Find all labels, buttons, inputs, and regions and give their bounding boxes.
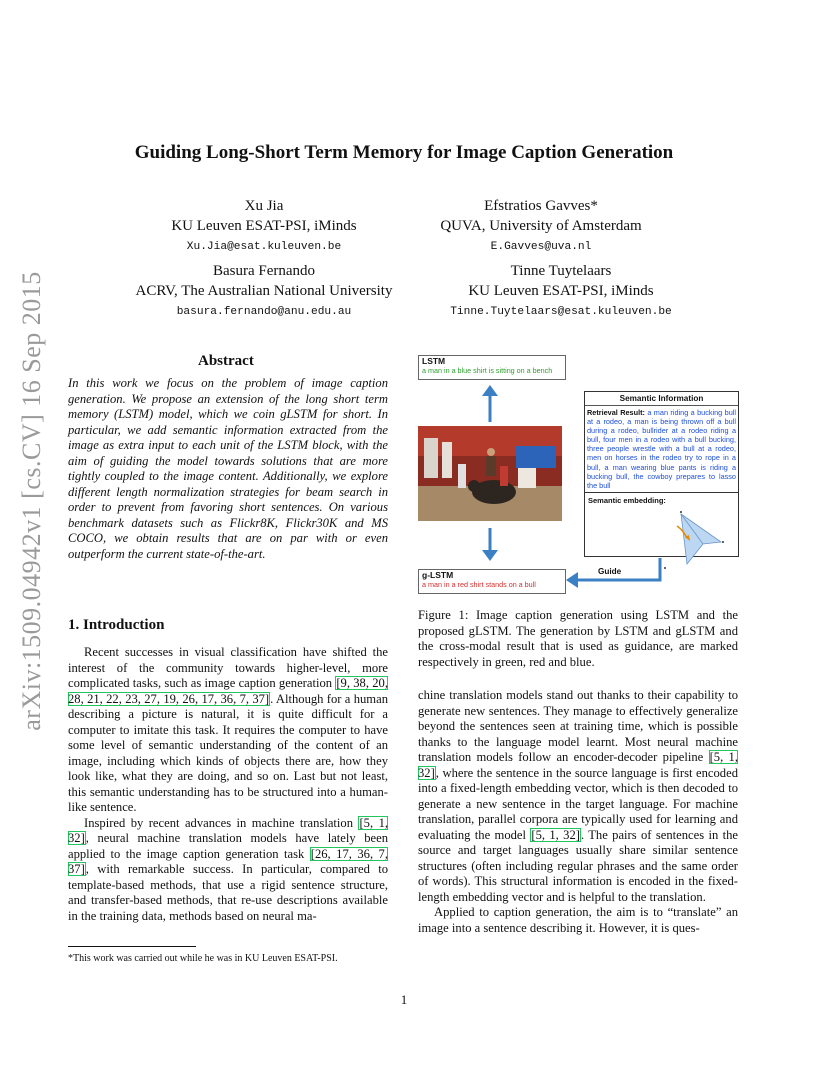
lstm-label: LSTM (422, 356, 446, 366)
author-affiliation: ACRV, The Australian National University (135, 283, 393, 299)
arrow-up-icon (482, 385, 498, 422)
lstm-output-box (418, 355, 566, 380)
author-affiliation: QUVA, University of Amsterdam (440, 218, 642, 234)
author-name: Tinne Tuytelaars (510, 263, 612, 279)
abstract-heading: Abstract (198, 353, 254, 369)
glstm-output-box (418, 569, 566, 594)
paper-title: Guiding Long-Short Term Memory for Image Caption Generation (134, 142, 674, 163)
author-affiliation: KU Leuven ESAT-PSI, iMinds (468, 283, 654, 299)
glstm-caption: a man in a red shirt stands on a bull (422, 580, 536, 589)
section-heading-introduction: 1. Introduction (68, 617, 165, 633)
author-block-3 (112, 261, 416, 323)
glstm-label: g-LSTM (422, 570, 454, 580)
author-affiliation: KU Leuven ESAT-PSI, iMinds (171, 218, 357, 234)
figure-caption: Figure 1: Image caption generation using LSTM and the proposed gLSTM. The generation by LSTM and gLSTM and the cross-modal result that is used as guidance, are marked respectively in green, red and blue. (418, 608, 738, 669)
rodeo-photo (418, 426, 562, 521)
author-name: Efstratios Gavves* (484, 198, 598, 214)
author-email: basura.fernando@anu.edu.au (176, 306, 352, 318)
introduction-body (68, 645, 388, 924)
retrieval-text: a man riding a bucking bull at a rodeo, a man is being thrown off a bull during a rodeo, bullrider at a rodeo riding a bull, four men in a rodeo with a bull bucking, three people wrestle with a bull at a rodeo, men on horses in the rodeo try to rope in a bull, a man wearing blue pants is riding a bucking bull, the cowboy prepares to lasso the bull (587, 408, 736, 490)
intro-paragraph-2: Inspired by recent advances in machine translation [5, 1, 32], neural machine translation models have lately been applied to the image caption generation task [26, 17, 36, 7, 37], with remarkable success. In particular, compared to template-based methods, that use a rigid sentence structure, and transfer-based methods, that re-use descriptions available in the training data, methods based on neural ma- (68, 815, 389, 923)
author-block-2 (410, 196, 672, 258)
intro-paragraph-1: Recent successes in visual classification have shifted the interest of the community towards higher-level, more complicated tasks, such as image caption generation [9, 38, 20, 28, 21, 22, 23, 27, 19, 26, 17, 36, 7, 37]. Although for a human describing a picture is natural, it is quite difficult for a computer to imitate this task. It requires the computer to have some level of semantic understanding of the content of an image, including which kinds of objects there are, how they look like, what they are doing, and so on. Last but not least, this semantic understanding has to be structured into a human-like sentence. (68, 645, 389, 814)
right-paragraph-2: Applied to caption generation, the aim is to “translate” an image into a sentence describing it. However, it is ques- (418, 905, 738, 935)
author-block-4 (416, 261, 706, 323)
citation-link[interactable]: [5, 1, 32] (418, 750, 739, 780)
page-number: 1 (400, 992, 408, 1007)
footnote: *This work was carried out while he was in KU Leuven ESAT-PSI. (68, 953, 338, 964)
footnote-rule (68, 946, 196, 947)
citation-link[interactable]: [26, 17, 36, 7, 37] (68, 846, 388, 876)
guide-label: Guide (598, 567, 622, 576)
semantic-embedding-diagram (585, 508, 735, 572)
author-email: E.Gavves@uva.nl (490, 241, 592, 253)
right-column-body (418, 688, 738, 936)
lstm-caption: a man in a blue shirt is sitting on a bench (422, 366, 553, 375)
retrieval-result (585, 406, 738, 493)
arxiv-stamp (16, 262, 48, 740)
author-block-1 (148, 196, 380, 258)
retrieval-label: Retrieval Result: (587, 408, 645, 417)
author-name: Xu Jia (244, 198, 284, 214)
embedding-label: Semantic embedding: (588, 495, 666, 505)
arrow-down-icon (482, 528, 498, 561)
arxiv-stamp-text: arXiv:1509.04942v1 [cs.CV] 16 Sep 2015 (17, 271, 46, 731)
author-name: Basura Fernando (212, 263, 316, 279)
citation-link[interactable]: [9, 38, 20, 28, 21, 22, 23, 27, 19, 26, 17, 36, 7, 37] (68, 676, 389, 706)
citation-link[interactable]: [5, 1, 32] (68, 815, 389, 845)
author-email: Tinne.Tuytelaars@esat.kuleuven.be (450, 306, 672, 318)
semantic-information-panel (584, 391, 739, 557)
semantic-title: Semantic Information (585, 392, 738, 406)
author-email: Xu.Jia@esat.kuleuven.be (186, 241, 342, 253)
citation-link[interactable]: [5, 1, 32] (531, 827, 580, 842)
abstract-text: In this work we focus on the problem of image caption generation. We propose an extension of the long short term memory (LSTM) model, which we coin gLSTM for short. In particular, we add semantic information extracted from the image as extra input to each unit of the LSTM block, with the aim of guiding the model towards solutions that are more tightly coupled to the image content. Additionally, we explore different length normalization strategies for beam search in order to prevent from favoring short sentences. On various benchmark datasets such as Flickr8K, Flickr30K and MS COCO, we obtain results that are on par with or even outperform the current state-of-the-art. (68, 376, 388, 561)
right-paragraph-1: chine translation models stand out thanks to their capability to generate new sentences. They manage to effectively generalize beyond the sentences seen at training time, which is possible thanks to the language model learnt. Most neural machine translation models follow an encoder-decoder pipeline [5, 1, 32], where the sentence in the source language is first encoded into a fixed-length embedding vector, which is then decoded to generate a new sentence in the target language. For machine translation, parallel corpora are typically used for learning and evaluating the model [5, 1, 32]. The pairs of sentences in the source and target languages usually share similar sentence structures (often including regular phrases and the same order of words). This structural information is encoded in the fixed-length embedding vector and is helpful to the translation. (418, 688, 739, 904)
